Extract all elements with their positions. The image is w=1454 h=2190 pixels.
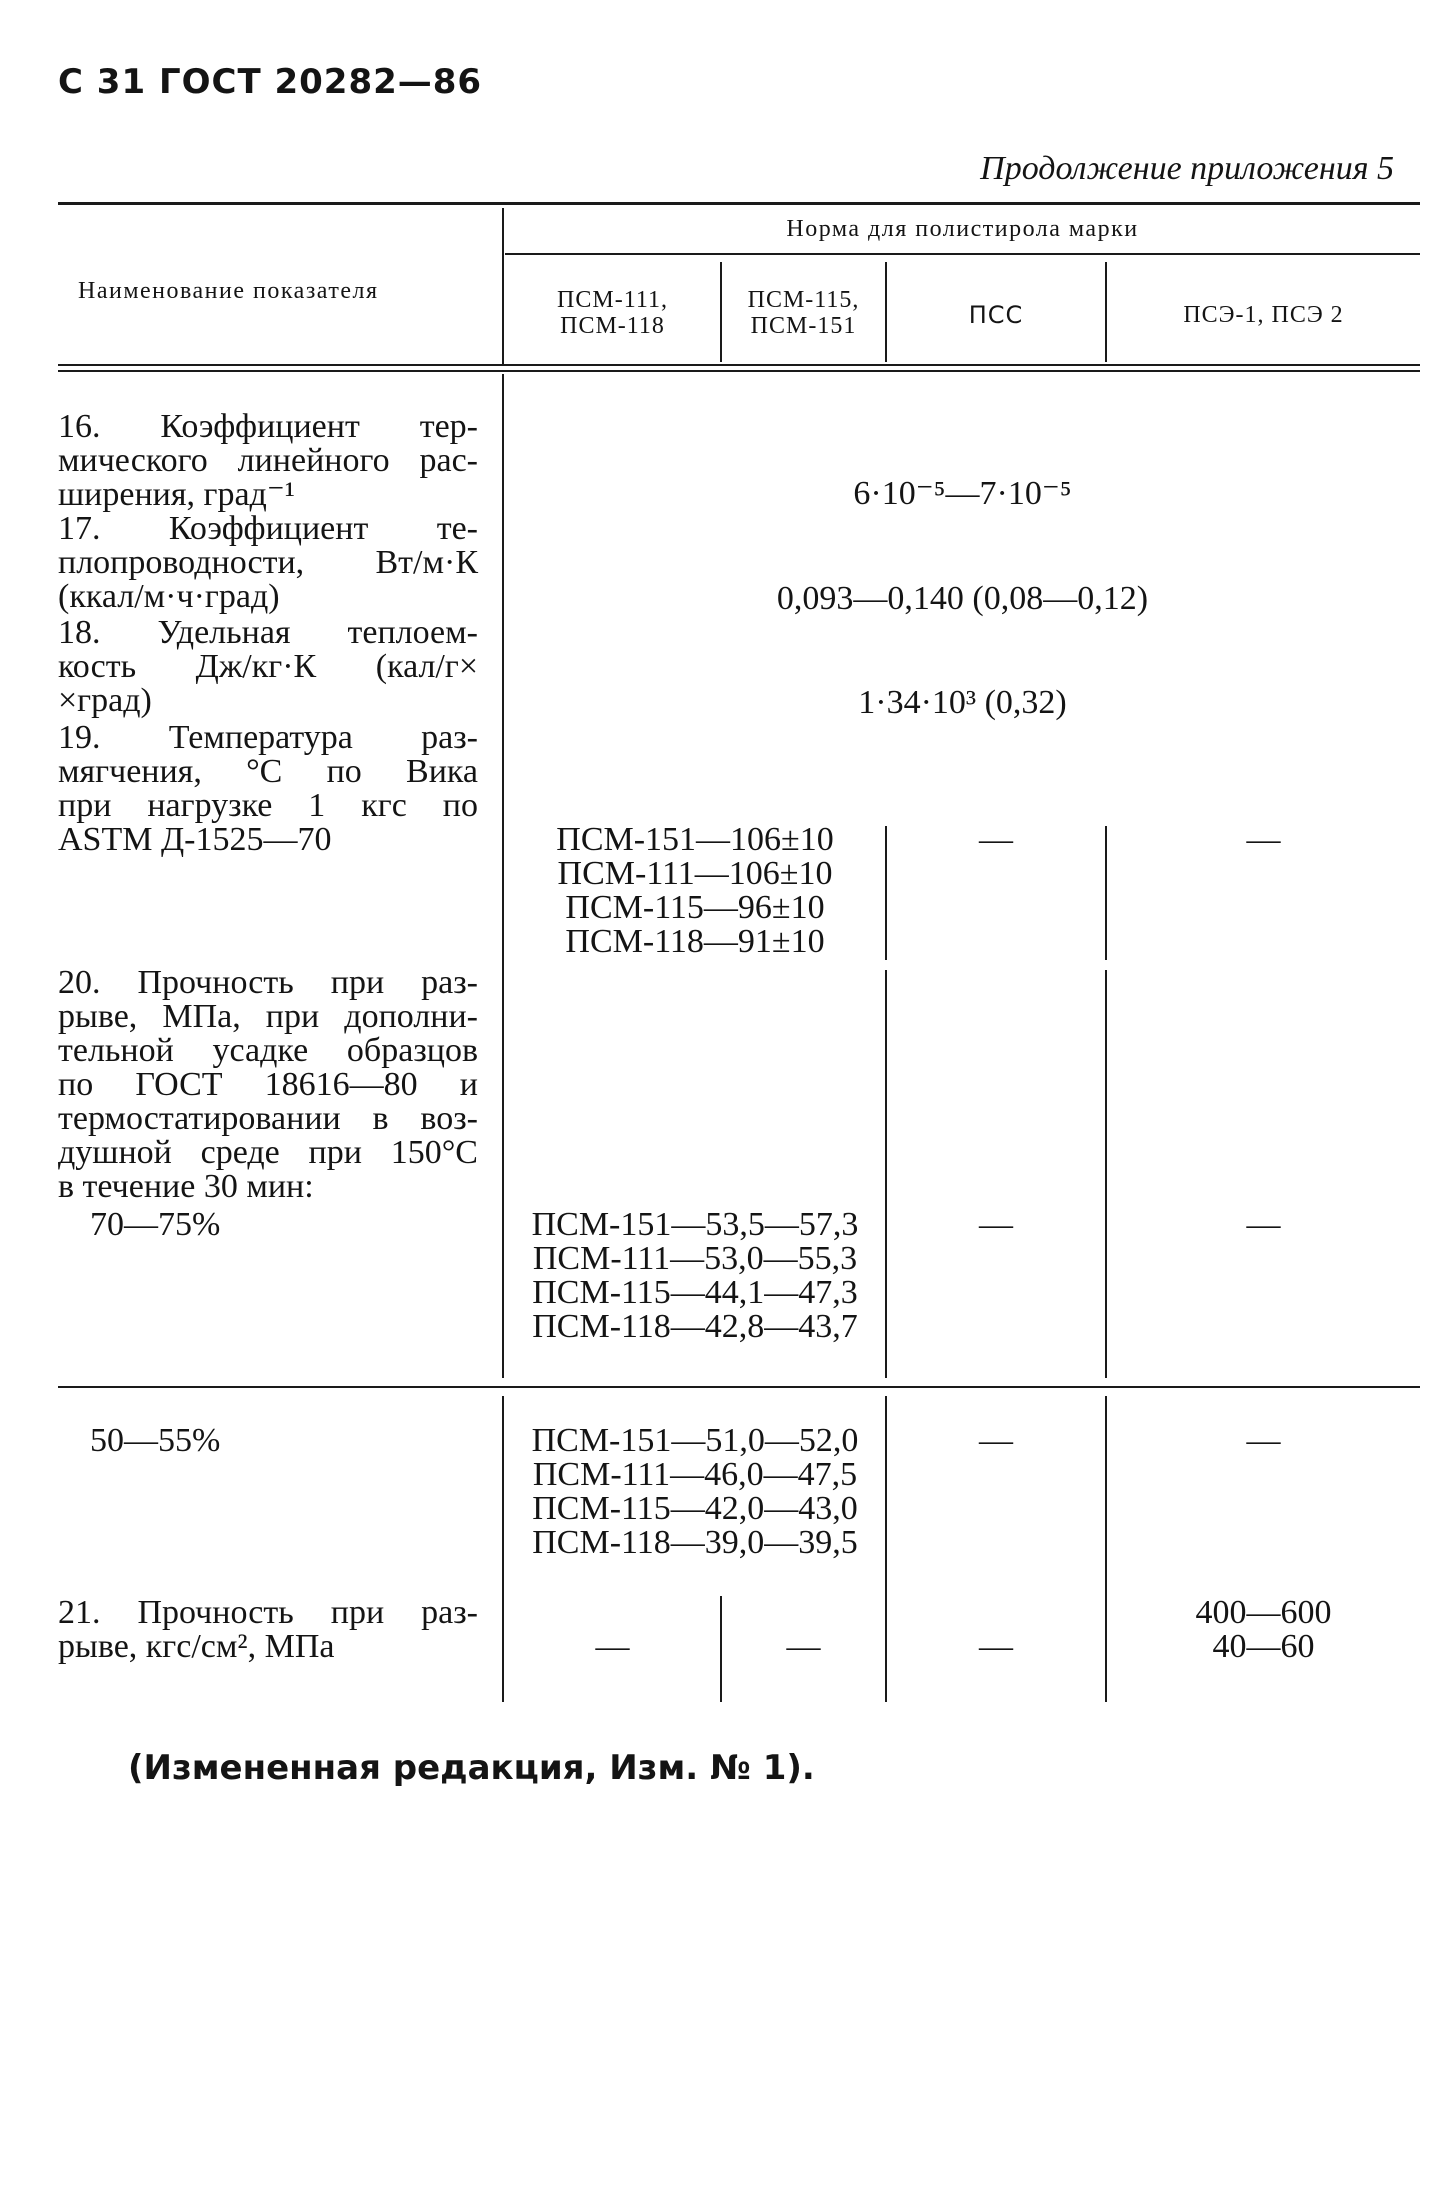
divider-name-col-body-2 [502, 1396, 504, 1702]
row-20-sub1-label: 70—75% [90, 1206, 221, 1243]
column-header-pse: ПСЭ-1, ПСЭ 2 [1183, 302, 1344, 328]
row-20-sub2-psm-line: ПСМ-115—42,0—43,0 [532, 1490, 858, 1527]
row-20-sub2-psm-line: ПСМ-111—46,0—47,5 [532, 1456, 858, 1493]
row-18-value: 1·34·10³ (0,32) [858, 684, 1067, 721]
table-top-rule [58, 202, 1420, 205]
column-header-psm115: ПСМ-115, ПСМ-151 [747, 287, 860, 339]
row-19-pss-value: — [979, 821, 1013, 858]
row-16-value: 6·10⁻⁵—7·10⁻⁵ [853, 475, 1072, 512]
continuation-label: Продолжение приложения 5 [980, 150, 1394, 187]
row-20-sub2-psm-line: ПСМ-151—51,0—52,0 [531, 1422, 859, 1459]
row-19-psm-values [505, 823, 885, 959]
column-header-name: Наименование показателя [78, 278, 379, 304]
divider-pse-r20 [1105, 970, 1107, 1378]
revision-note: (Измененная редакция, Изм. № 1). [128, 1748, 815, 1788]
row-19-psm-line: ПСМ-115—96±10 [565, 889, 825, 926]
divider-name-col [502, 208, 504, 364]
row-19-psm-line: ПСМ-151—106±10 [556, 821, 834, 858]
row-20-sub1-pse-value: — [1246, 1206, 1281, 1243]
row-20-sub1-psm-values [505, 1208, 885, 1344]
header-bottom-rule-1 [58, 364, 1420, 366]
row-20-sub1-psm-line: ПСМ-151—53,5—57,3 [531, 1206, 859, 1243]
row-21-pse-line: 40—60 [1212, 1628, 1315, 1665]
row-20-sub1-psm-line: ПСМ-115—44,1—47,3 [532, 1274, 858, 1311]
group-header-rule [505, 253, 1420, 255]
row-20-sub1-psm-line: ПСМ-111—53,0—55,3 [532, 1240, 858, 1277]
row-16-label: 16. Коэффициент тер- мического линейного рас- ширения, град⁻¹ [58, 408, 478, 513]
row-21-pse-line: 400—600 [1195, 1594, 1332, 1631]
row-17-label: 17. Коэффициент те- плопроводности, Вт/м·К (ккал/м·ч·град) [58, 510, 478, 615]
header-bottom-rule-2 [58, 370, 1420, 372]
row-20-sub2-psm-values [505, 1424, 885, 1560]
column-header-pss: ПСС [968, 301, 1024, 329]
group-header: Норма для полистирола марки [786, 216, 1139, 242]
row-19-psm-line: ПСМ-111—106±10 [557, 855, 833, 892]
row-20-sub2-label: 50—55% [90, 1422, 221, 1459]
row-19-pse-value: — [1246, 821, 1281, 858]
row-19-label: 19. Температура раз- мягчения, °С по Вика при нагрузке 1 кгс по ASTM Д-1525—70 [58, 719, 478, 858]
row-21-psm115-value: — [786, 1628, 821, 1665]
row-20-sub1-psm-line: ПСМ-118—42,8—43,7 [532, 1308, 858, 1345]
row-19-psm-line: ПСМ-118—91±10 [565, 923, 825, 960]
column-header-psm111: ПСМ-111, ПСМ-118 [557, 287, 668, 339]
row-18-label: 18. Удельная теплоем- кость Дж/кг·К (кал/г× ×град) [58, 614, 478, 719]
row-20-label: 20. Прочность при раз- рыве, МПа, при дополни- тельной усадке образцов по ГОСТ 18616—80 и термостатировании в воз- душной среде при 150°С в течение 30 мин: [58, 964, 478, 1205]
divider-name-col-body [502, 374, 504, 1378]
row-20-sub2-psm-line: ПСМ-118—39,0—39,5 [532, 1524, 858, 1561]
page-header: С 31 ГОСТ 20282—86 [58, 62, 483, 102]
row-21-pss-value: — [979, 1628, 1013, 1665]
row-17-value: 0,093—0,140 (0,08—0,12) [776, 580, 1149, 617]
row-20-sub1-pss-value: — [979, 1206, 1013, 1243]
row-21-psm111-value: — [595, 1628, 630, 1665]
row-20-sub2-pss-value: — [979, 1422, 1013, 1459]
row-21-pse-values [1107, 1596, 1420, 1664]
row-21-label: 21. Прочность при раз- рыве, кгс/см², МПа [58, 1594, 478, 1665]
row-20-sub2-pse-value: — [1246, 1422, 1281, 1459]
divider-pss-r20 [885, 970, 887, 1378]
page-break-rule [58, 1386, 1420, 1388]
